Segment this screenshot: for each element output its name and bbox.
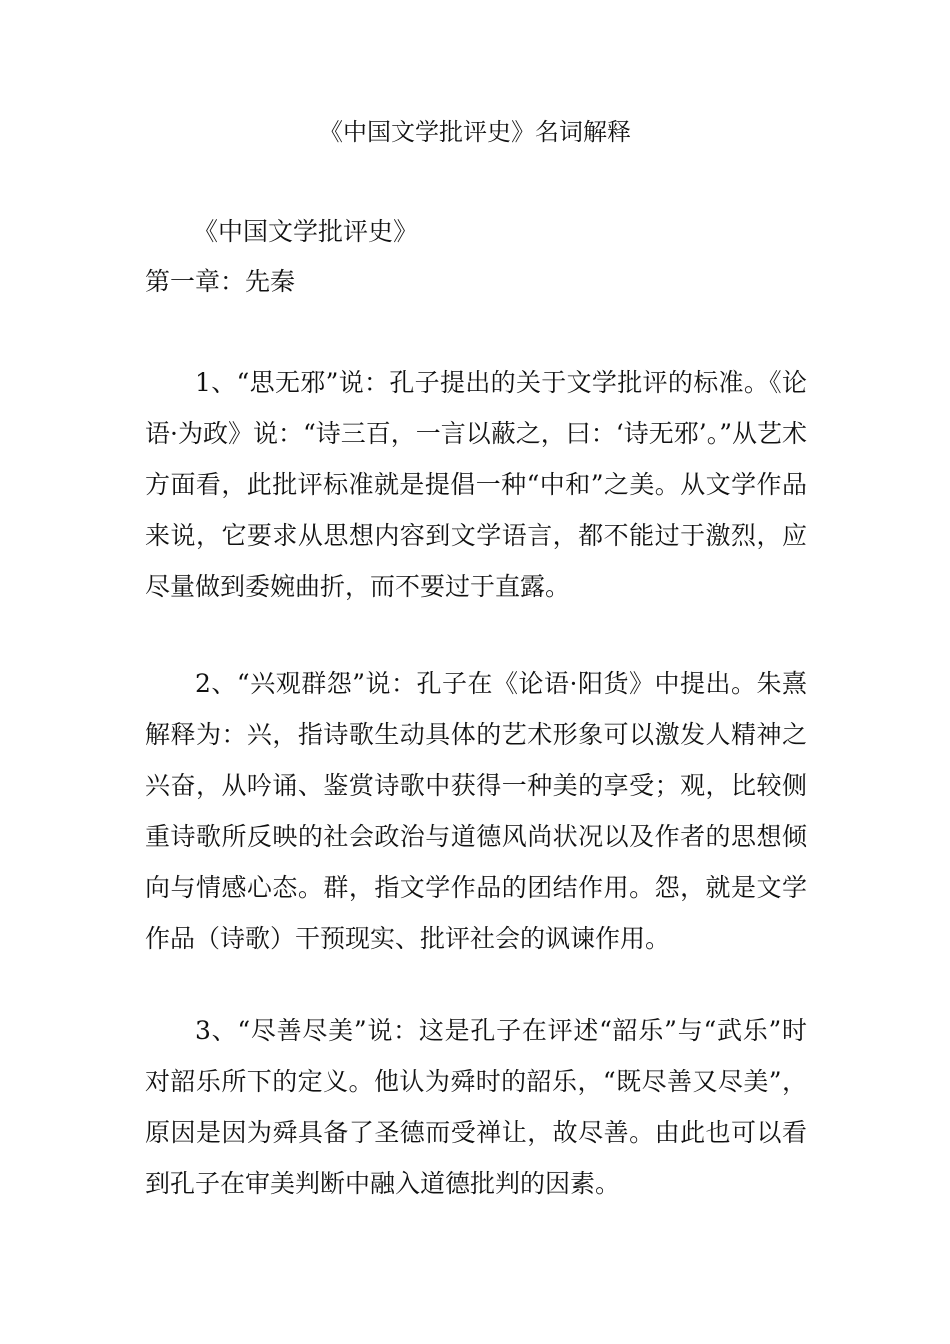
term-entry-1: 1、“思无邪”说：孔子提出的关于文学批评的标准。《论语·为政》说：“诗三百，一言以蔽之，曰：‘诗无邪’。”从艺术方面看，此批评标准就是提倡一种“中和”之美。从文学作品来说，它要求从思想内容到文学语言，都不能过于激烈，应尽量做到委婉曲折，而不要过于直露。 (145, 368, 807, 601)
document-title: 《中国文学批评史》名词解释 (319, 118, 631, 146)
term-entry-2: 2、“兴观群怨”说：孔子在《论语·阳货》中提出。朱熹解释为：兴，指诗歌生动具体的艺术形象可以激发人精神之兴奋，从吟诵、鉴赏诗歌中获得一种美的享受；观，比较侧重诗歌所反映的社会政治与道德风尚状况以及作者的思想倾向与情感心态。群，指文学作品的团结作用。怨，就是文学作品（诗歌）干预现实、批评社会的讽谏作用。 (145, 669, 807, 953)
book-title: 《中国文学批评史》 (193, 217, 419, 246)
term-entry-3: 3、“尽善尽美”说：这是孔子在评述“韶乐”与“武乐”时对韶乐所下的定义。他认为舜时的韶乐，“既尽善又尽美”，原因是因为舜具备了圣德而受禅让，故尽善。由此也可以看到孔子在审美判断中融入道德批判的因素。 (145, 1016, 807, 1198)
chapter-heading: 第一章：先秦 (145, 267, 296, 296)
